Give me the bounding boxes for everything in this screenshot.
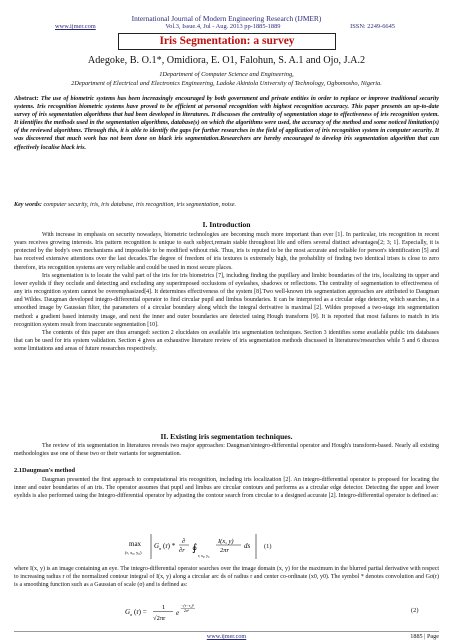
svg-text:e: e bbox=[176, 609, 180, 617]
eq1-gaussian: G bbox=[154, 542, 160, 550]
footer-page-number: 1885 | Page bbox=[410, 633, 439, 640]
keywords-label: Key words: bbox=[14, 202, 42, 208]
svg-text:σ: σ bbox=[159, 546, 162, 551]
journal-url-link[interactable]: www.ijmer.com bbox=[55, 23, 96, 30]
svg-text:∂r: ∂r bbox=[179, 547, 185, 554]
section-2-intro: The review of iris segmentation in literatures reveals two major approaches: Daugman'sintegro-differential operator and Hough's transform-based. Nearly all existing methodologies use one of these two or their variants for segmentation. bbox=[14, 443, 439, 458]
svg-text:G: G bbox=[125, 608, 131, 616]
svg-text:ds: ds bbox=[244, 542, 251, 550]
eq1-max-subscript: (r, x₀, y₀) bbox=[125, 550, 142, 555]
abstract-label: Abstract: bbox=[14, 96, 39, 102]
section-2-heading: II. Existing iris segmentation techniques. bbox=[160, 432, 293, 441]
affiliation-2: 2Department of Electrical and Electronics Engineering, Ladoke Akintola University of Technology, Ogbomosho, Nigeria. bbox=[71, 80, 382, 87]
svg-text:r, x₀, y₀: r, x₀, y₀ bbox=[198, 553, 210, 558]
equation-1-explanation: where I(x, y) is an image containing an eye. The integro-differential operator searches over the image domain (x, y) for the maximum in the blurred partial derivative with respect to increasing radius r of the normalized contour integral of I(x, y) along a circular arc ds of radius r and center co-ordinate (x0, y0). The symbol * denotes convolution and Gσ(r) is a smoothing function such as a Gaussian of scale (σ) and is defined as: bbox=[14, 566, 439, 589]
svg-text:∂: ∂ bbox=[182, 538, 186, 545]
section-1-heading: I. Introduction bbox=[202, 220, 251, 229]
keywords bbox=[14, 202, 439, 208]
svg-text:σ: σ bbox=[130, 612, 133, 617]
keywords-text: computer security, iris, iris database, iris recognition, iris segmentation, noise. bbox=[43, 202, 237, 208]
section-1-body bbox=[14, 231, 439, 353]
journal-name: International Journal of Modern Engineering Research (IJMER) bbox=[131, 14, 322, 23]
intro-paragraph: The contents of this paper are thus arranged: section 2 elucidates on available iris segmentation techniques. Section 3 identifies some available public iris databases that can be used for iris system validation. Section 4 gives an exhaustive literature review of iris segmentation methods discussed in literatures/researches while 5 and 6 discuss some limitations and areas of future researches respectively. bbox=[14, 329, 439, 353]
equation-1-number: (1) bbox=[264, 543, 272, 550]
svg-text:∮: ∮ bbox=[192, 543, 198, 554]
journal-meta bbox=[55, 23, 395, 30]
svg-text:1: 1 bbox=[162, 604, 166, 611]
svg-text:2σ²: 2σ² bbox=[184, 609, 189, 613]
equation-2-number: (2) bbox=[411, 607, 419, 614]
footer-divider bbox=[14, 631, 439, 632]
svg-text:−(r−r₀)²: −(r−r₀)² bbox=[181, 604, 195, 608]
footer-url-link[interactable]: www.ijmer.com bbox=[206, 633, 247, 640]
intro-paragraph: Iris segmentation is to locate the valid part of the iris for iris biometrics [7], including finding the pupillary and limbic boundaries of the iris, localizing its upper and lower eyelids if they occlude and detecting and excluding any superimposed occlusions of eyelashes, shadows or reflections. The centrality of segmentation to effectiveness of any iris recognition system cannot be overemphasized[4]. It determines effectiveness of the system [8].Two well-known iris segmentation approaches are attributed to Daugman and Wildes. Daugman developed integro-differential operator to find circular pupil and limbus boundaries. It can be interpreted as a circular edge detector, which searches, in a smoothed image by Gaussian filter, the parameters of a circular boundary along which the integral derivative is maximal [2]. Wildes proposed a two-stage iris segmentation method: a gradient based intensity image, and next the inner and outer boundaries are detected using Hough transform [9]. It is reported that most failures to match in iris recognition system result from inaccurate segmentation [10]. bbox=[14, 272, 439, 328]
subsection-2-1-body: Daugman presented the first approach to computational iris recognition, including iris localization [2]. An integro-differential operator is proposed for locating the inner and outer boundaries of an iris. The operator assumes that pupil and limbus are circular contours and performs as a circular edge detector. Detecting the upper and lower eyelids is also performed using the Integro-differential operator by adjusting the contour search from circular to a designed accurate [2]. Integro-differential operator is defined as: bbox=[14, 477, 439, 500]
paper-authors: Adegoke, B. O.1*, Omidiora, E. O1, Falohun, S. A.1 and Ojo, J.A.2 bbox=[87, 55, 366, 66]
paper-title: Iris Segmentation: a survey bbox=[118, 33, 336, 50]
journal-volume: Vol.3, Issue.4, Jul - Aug. 2013 pp-1885-1889 bbox=[165, 23, 281, 30]
svg-text:2πr: 2πr bbox=[220, 547, 230, 554]
abstract bbox=[14, 95, 439, 152]
svg-text:(r) *: (r) * bbox=[163, 542, 176, 550]
abstract-text: The use of biometric systems has been increasingly encouraged by both government and private entities in order to replace or improve traditional security systems. Iris recognition biometric systems have proved to be efficient at personal recognition with highest recognition accuracy. This paper presents an up-to-date survey of iris segmentation algorithms that had been developed in literatures. It discusses the centrality of segmentation stage to effectiveness of iris recognition system. It identifies the methods used in the segmentation algorithms, database(s) on which the algorithms were used, the accuracy of the method and some noticed limitation(s) of the reviewed algorithms. Through this, it is able to identify the gaps for further researches in the field of application of iris recognition system in computer security. It was discovered that much work has not been done on black iris segmentation.Researchers are hereby encouraged to develop iris segmentation algorithm that can effectively localise black iris. bbox=[14, 96, 440, 151]
intro-paragraph: With increase in emphasis on security nowadays, biometric technologies are becoming much more important than ever [1]. In particular, iris recognition in recent years receives growing interests. Iris pattern recognition is unique to each subject,remain stable throughout life and offers several distinct advantages[2; 3; 1]. Especially, it is protected by the body's own mechanisms and impossible to be modified without risk. Thus, iris is reputed to be the most accurate and reliable for person's identification [5] and has received extensive attentions over the last decades.The degree of freedom of iris textures is extremely high, the probability of finding two identical irises is close to zero therefore, iris recognition systems are very reliable and could be used in most secure places. bbox=[14, 232, 439, 271]
svg-text:(r) =: (r) = bbox=[134, 608, 147, 616]
svg-text:√2πr: √2πr bbox=[153, 615, 166, 622]
equation-1 bbox=[125, 532, 365, 562]
svg-text:I(x, y): I(x, y) bbox=[218, 538, 234, 545]
affiliation-1: 1Department of Computer Science and Engineering, bbox=[159, 71, 294, 78]
subsection-2-1-heading: 2.1Daugman's method bbox=[14, 467, 76, 474]
journal-issn: ISSN: 2249-6645 bbox=[350, 23, 395, 30]
eq1-max: max bbox=[129, 540, 142, 548]
equation-2 bbox=[125, 600, 365, 626]
